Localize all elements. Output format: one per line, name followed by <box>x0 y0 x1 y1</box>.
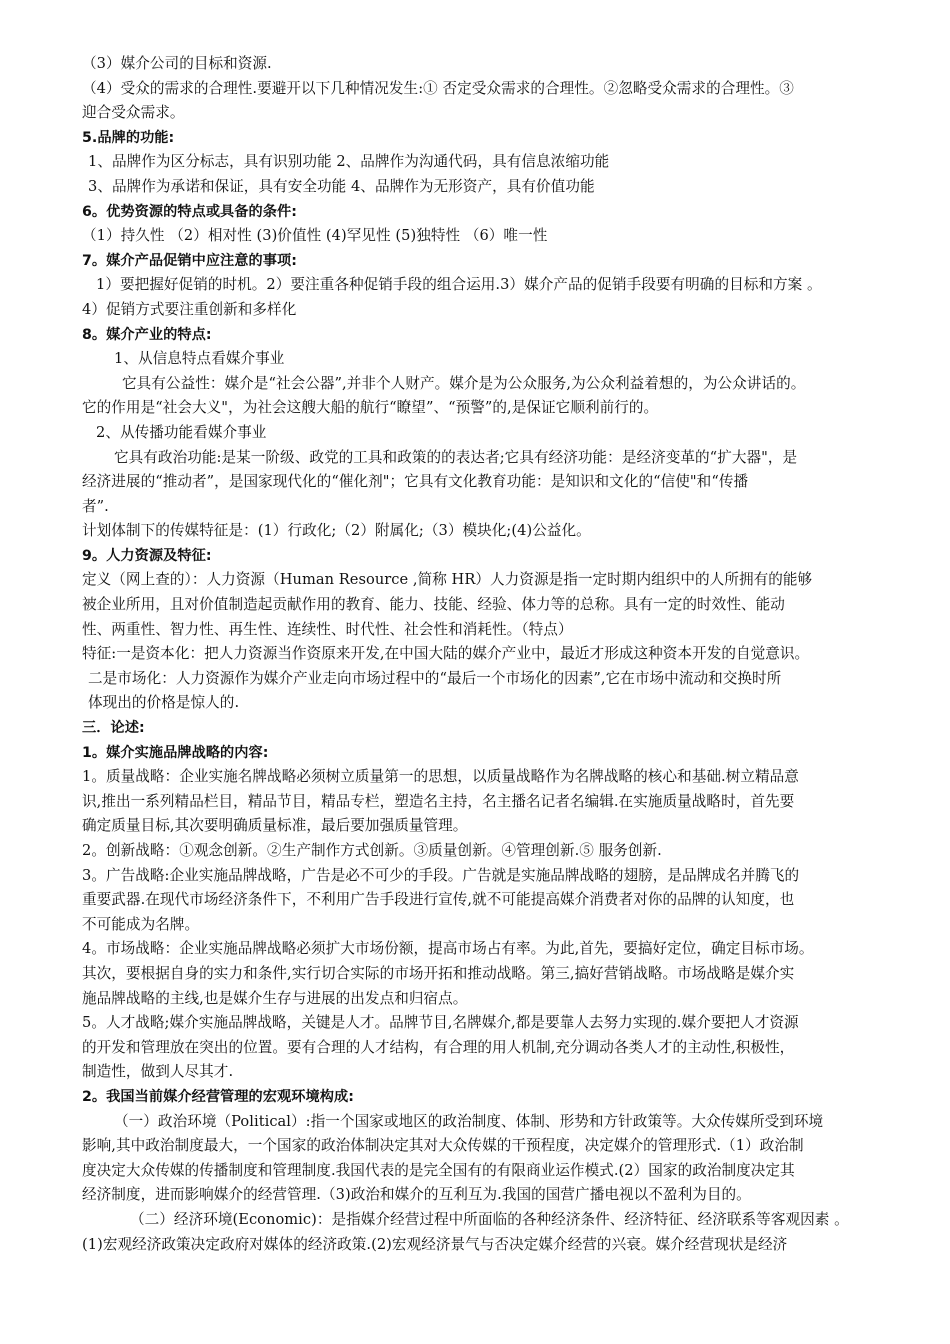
text-line: 特征:一是资本化：把人力资源当作资原来开发,在中国大陆的媒介产业中，最近才形成这种资本开发的自觉意识。 <box>82 645 810 663</box>
text-line: 经济进展的“推动者”，是国家现代化的“催化剂"；它具有文化教育功能：是知识和文化的“信使"和“传播 <box>82 473 749 491</box>
text-line: 确定质量目标,其次要明确质量标准，最后要加强质量管理。 <box>82 817 468 835</box>
text-line: 4）促销方式要注重创新和多样化 <box>82 300 297 318</box>
section-heading: 6。优势资源的特点或具备的条件: <box>82 203 297 220</box>
text-line: 被企业所用，且对价值制造起贡献作用的教育、能力、技能、经验、体力等的总称。具有一定的时效性、能动 <box>82 596 785 614</box>
text-line: 制造性，做到人尽其才. <box>82 1063 234 1081</box>
text-line: 迎合受众需求。 <box>82 104 185 122</box>
text-line: 识,推出一系列精品栏目，精品节目，精品专栏，塑造名主持，名主播名记者名编辑.在实施质量战略时，首先要 <box>82 792 795 810</box>
text-line: 它的作用是“社会大义"，为社会这艘大船的航行“瞭望”、“预警”的,是保证它顺利前行的。 <box>82 399 659 417</box>
text-line: （1）持久性 （2）相对性 (3)价值性 (4)罕见性 (5)独特性 （6）唯一性 <box>82 227 548 245</box>
text-line: 性、两重性、智力性、再生性、连续性、时代性、社会性和消耗性。（特点） <box>82 620 573 638</box>
text-line: 二是市场化：人力资源作为媒介产业走向市场过程中的“最后一个市场化的因素”,它在市场中流动和交换时所 <box>88 669 782 687</box>
section-heading: 8。媒介产业的特点: <box>82 326 212 343</box>
text-line: 1、品牌作为区分标志，具有识别功能 2、品牌作为沟通代码，具有信息浓缩功能 <box>88 153 610 171</box>
text-line: （一）政治环境（Political）:指一个国家或地区的政治制度、体制、形势和方针政策等。大众传媒所受到环境 <box>114 1112 824 1130</box>
document-page <box>82 52 912 1257</box>
section-heading: 9。人力资源及特征: <box>82 547 212 564</box>
text-line: (1)宏观经济政策决定政府对媒体的经济政策.(2)宏观经济景气与否决定媒介经营的兴衰。媒介经营现状是经济 <box>82 1235 788 1253</box>
text-line: 的开发和管理放在突出的位置。要有合理的人才结构，有合理的用人机制,充分调动各类人才的主动性,积极性， <box>82 1038 795 1056</box>
text-line: （4）受众的需求的合理性.要避开以下几种情况发生:① 否定受众需求的合理性。②忽略受众需求的合理性。③ <box>82 79 794 97</box>
text-line: 3、品牌作为承诺和保证，具有安全功能 4、品牌作为无形资产，具有价值功能 <box>88 177 595 195</box>
text-line: 定义（网上查的）：人力资源（Human Resource ,简称 HR）人力资源是指一定时期内组织中的人所拥有的能够 <box>82 571 813 589</box>
text-line: 5。人才战略;媒介实施品牌战略，关键是人才。品牌节目,名牌媒介,都是要靠人去努力实现的.媒介要把人才资源 <box>82 1014 799 1032</box>
text-line: （二）经济环境(Economic)：是指媒介经营过程中所面临的各种经济条件、经济特征、经济联系等客观因素 。 <box>130 1210 849 1228</box>
text-line: 1）要把握好促销的时机。2）要注重各种促销手段的组合运用.3）媒介产品的促销手段要有明确的目标和方案 。 <box>96 276 822 294</box>
section-heading: 5.品牌的功能: <box>82 129 175 146</box>
text-line: 施品牌战略的主线,也是媒介生存与进展的出发点和归宿点。 <box>82 989 468 1007</box>
text-line: 不可能成为名牌。 <box>82 915 200 933</box>
text-line: 4。市场战略：企业实施品牌战略必须扩大市场份额，提高市场占有率。为此,首先，要搞好定位，确定目标市场。 <box>82 940 814 958</box>
section-heading: 三．论述: <box>82 720 145 737</box>
text-line: 计划体制下的传媒特征是：(1）行政化;（2）附属化;（3）模块化;(4)公益化。 <box>82 522 591 540</box>
text-line: 者”. <box>82 497 109 515</box>
text-line: 其次，要根据自身的实力和条件,实行切合实际的市场开拓和推动战略。第三,搞好营销战略。市场战略是媒介实 <box>82 964 795 982</box>
text-line: 3。广告战略:企业实施品牌战略，广告是必不可少的手段。广告就是实施品牌战略的翅膀，是品牌成名并腾飞的 <box>82 866 800 884</box>
text-line: 重要武器.在现代市场经济条件下，不利用广告手段进行宣传,就不可能提高媒介消费者对你的品牌的认知度，也 <box>82 891 795 909</box>
text-line: （3）媒介公司的目标和资源. <box>82 55 272 72</box>
section-heading: 1。媒介实施品牌战略的内容: <box>82 744 269 761</box>
text-line: 1。质量战略：企业实施名牌战略必须树立质量第一的思想，以质量战略作为名牌战略的核心和基础.树立精品意 <box>82 768 799 786</box>
section-heading: 2。我国当前媒介经营管理的宏观环境构成: <box>82 1088 354 1105</box>
text-line: 它具有政治功能:是某一阶级、政党的工具和政策的的表达者;它具有经济功能：是经济变革的“扩大器"，是 <box>114 448 798 466</box>
text-line: 2。创新战略：①观念创新。②生产制作方式创新。③质量创新。④管理创新.⑤ 服务创新. <box>82 842 662 859</box>
text-line: 1、从信息特点看媒介事业 <box>114 350 285 368</box>
section-heading: 7。媒介产品促销中应注意的事项: <box>82 252 297 269</box>
text-line: 经济制度，进而影响媒介的经营管理.（3)政治和媒介的互利互为.我国的国营广播电视以不盈利为目的。 <box>82 1186 751 1204</box>
text-line: 它具有公益性：媒介是“社会公器”,并非个人财产。媒介是为公众服务,为公众利益着想的，为公众讲话的。 <box>122 374 806 392</box>
text-line: 体现出的价格是惊人的. <box>88 694 240 712</box>
text-line: 2、从传播功能看媒介事业 <box>96 423 267 441</box>
text-line: 度决定大众传媒的传播制度和管理制度.我国代表的是完全国有的有限商业运作模式.(2）国家的政治制度决定其 <box>82 1161 795 1179</box>
text-line: 影响,其中政治制度最大，一个国家的政治体制决定其对大众传媒的干预程度，决定媒介的管理形式.（1）政治制 <box>82 1137 804 1155</box>
